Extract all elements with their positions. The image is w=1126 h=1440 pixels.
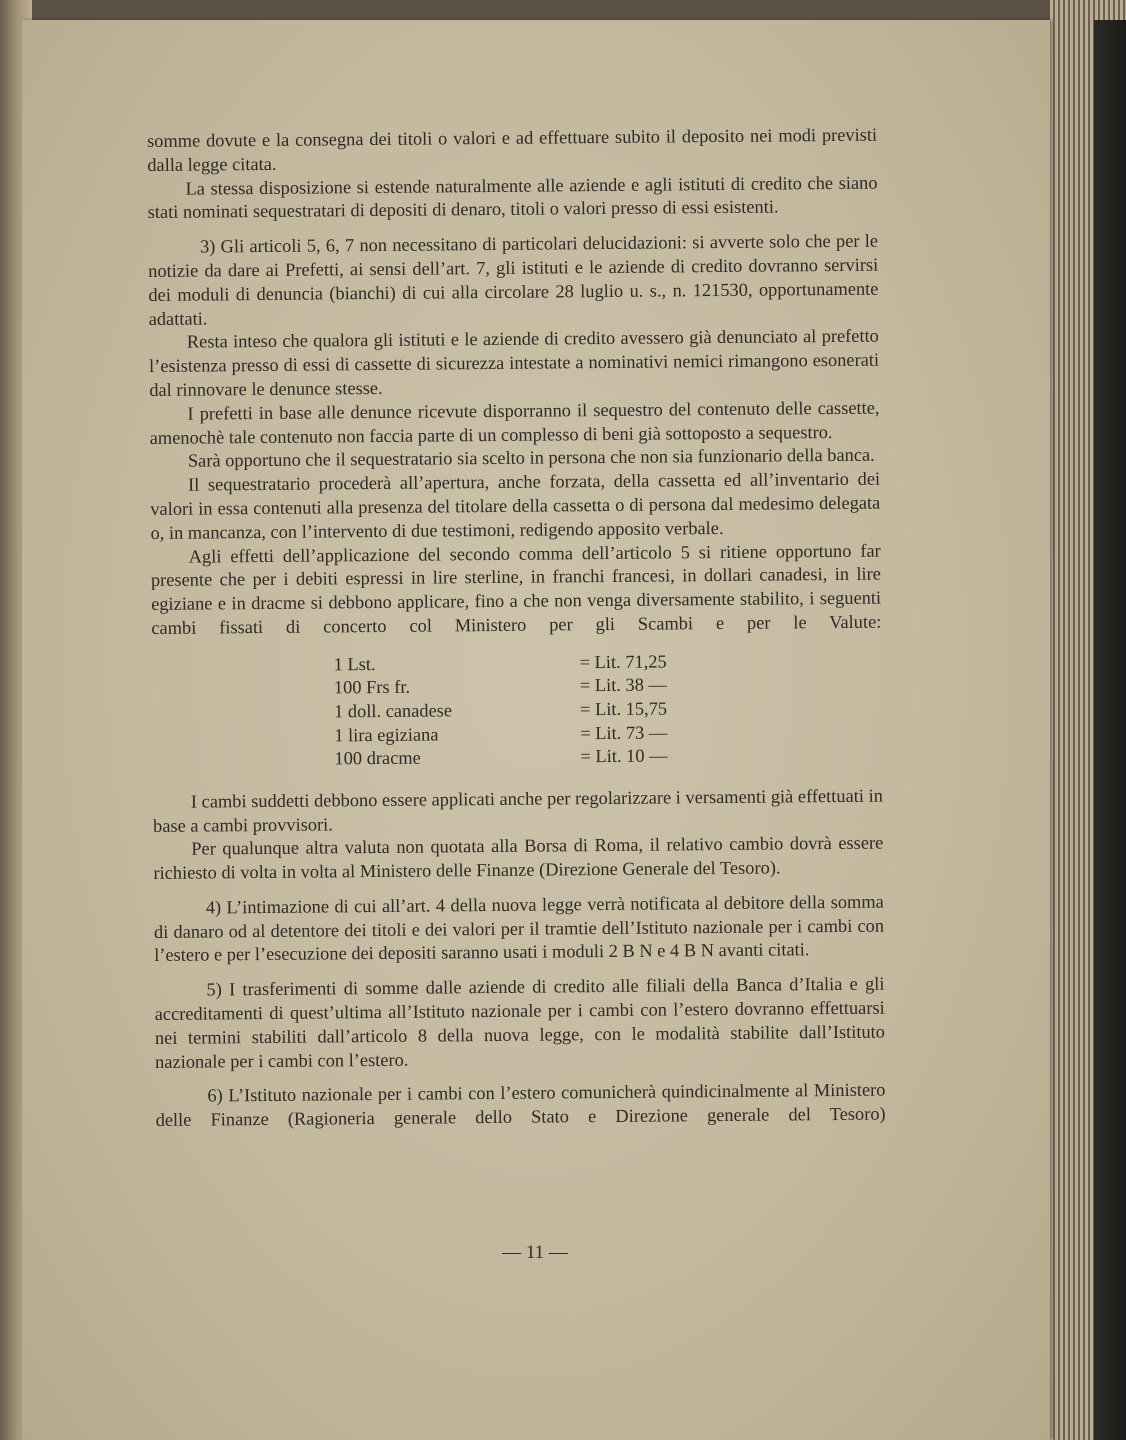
rate-value: = Lit. 15,75 [579, 698, 668, 720]
paragraph: somme dovute e la consegna dei titoli o valori e ad effettuare subito il deposito nei modi previsti dalla legge citata. [147, 124, 878, 175]
paragraph-item-3: 3) Gli articoli 5, 6, 7 non necessitano di particolari delucidazioni: si avverte solo che per le notizie da dare ai Prefetti, ai sensi dell’art. 7, gli istituti e le aziende di credito dovranno servirsi dei moduli di denuncia (bianchi) di cui alla circolare 28 luglio u. s., n. 121530, opportunamente adattati. [148, 230, 879, 329]
exchange-rate-table [152, 648, 883, 772]
rate-currency: 1 Lst. [333, 653, 376, 675]
paragraph-item-6: 6) L’Istituto nazionale per i cambi con l’estero comunicherà quindicinalmente al Ministero delle Finanze (Ragioneria generale dello Stato e Direzione generale del Tesoro) [155, 1080, 886, 1131]
rate-row [152, 743, 882, 773]
paragraph: Agli effetti dell’applicazione del secondo comma dell’articolo 5 si ritiene opportuno far presente che per i debiti espressi in lire sterline, in franchi francesi, in dollari canadesi, in lire egiziane e in dracme si debbono applicare, fino a che non venga diversamente stabilito, i seguenti cambi fissati di concerto col Ministero per gli Scambi e per le Valute: [150, 540, 882, 638]
paragraph: I cambi suddetti debbono essere applicati anche per regolarizzare i versamenti già effettuati in base a cambi provvisori. [152, 785, 883, 836]
paragraph: Per qualunque altra valuta non quotata alla Borsa di Roma, il relativo cambio dovrà essere richiesto di volta in volta al Ministero delle Finanze (Direzione Generale del Tesoro). [153, 832, 884, 884]
paragraph: Resta inteso che qualora gli istituti e le aziende di credito avessero già denunciato al prefetto l’esistenza presso di essi di cassette di sicurezza intestate a nominativi nemici rimangono esonerati dal rinnovare le denunce stesse. [148, 325, 880, 400]
page-number: — 11 — [502, 1242, 568, 1263]
rate-value: = Lit. 10 — [580, 745, 668, 767]
paragraph: I prefetti in base alle denunce ricevute disporranno il sequestro del contenuto delle cassette, amenochè tale contenuto non faccia parte di un complesso di beni già sottoposto a sequestro. [149, 397, 880, 448]
body-text [147, 124, 886, 1133]
paragraph: La stessa disposizione si estende naturalmente alle aziende e agli istituti di credito che siano stati nominati sequestratari di depositi di denaro, titoli o valori presso di essi esistenti. [147, 172, 878, 223]
paragraph: Il sequestratario procederà all’apertura, anche forzata, della cassetta ed all’inventario dei valori in essa contenuti alla presenza del titolare della cassetta o di persona dal medesimo delegata o, in mancanza, con l’intervento di due testimoni, redigendo apposito verbale. [150, 468, 881, 543]
paragraph-item-5: 5) I trasferimenti di somme dalle aziende di credito alle filiali della Banca d’Italia e gli accreditamenti di quest’ultima all’Istituto nazionale per i cambi con l’estero dovranno effettuarsi nei termini stabiliti dall’articolo 8 della nuova legge, con le modalità stabilite dall’Istituto nazionale per i cambi con l’estero. [154, 973, 885, 1072]
paragraph-item-4: 4) L’intimazione di cui all’art. 4 della nuova legge verrà notificata al debitore della somma di danaro od al detentore dei titoli e dei valori per il tramtie dell’Istituto nazionale per i cambi con l’estero e per l’esecuzione dei depositi saranno usati i moduli 2 B N e 4 B N avanti citati. [153, 891, 885, 966]
book-cover [1094, 20, 1126, 1440]
rate-value: = Lit. 38 — [579, 674, 667, 696]
rate-value: = Lit. 73 — [580, 721, 668, 743]
paragraph: Sarà opportuno che il sequestratario sia scelto in persona che non sia funzionario della banca. [187, 445, 875, 472]
rate-currency: 100 dracme [334, 747, 421, 769]
rate-value: = Lit. 71,25 [579, 651, 667, 672]
rate-currency: 1 lira egiziana [334, 723, 439, 745]
rate-currency: 100 Frs fr. [333, 677, 411, 698]
rate-currency: 1 doll. canadese [333, 700, 453, 722]
